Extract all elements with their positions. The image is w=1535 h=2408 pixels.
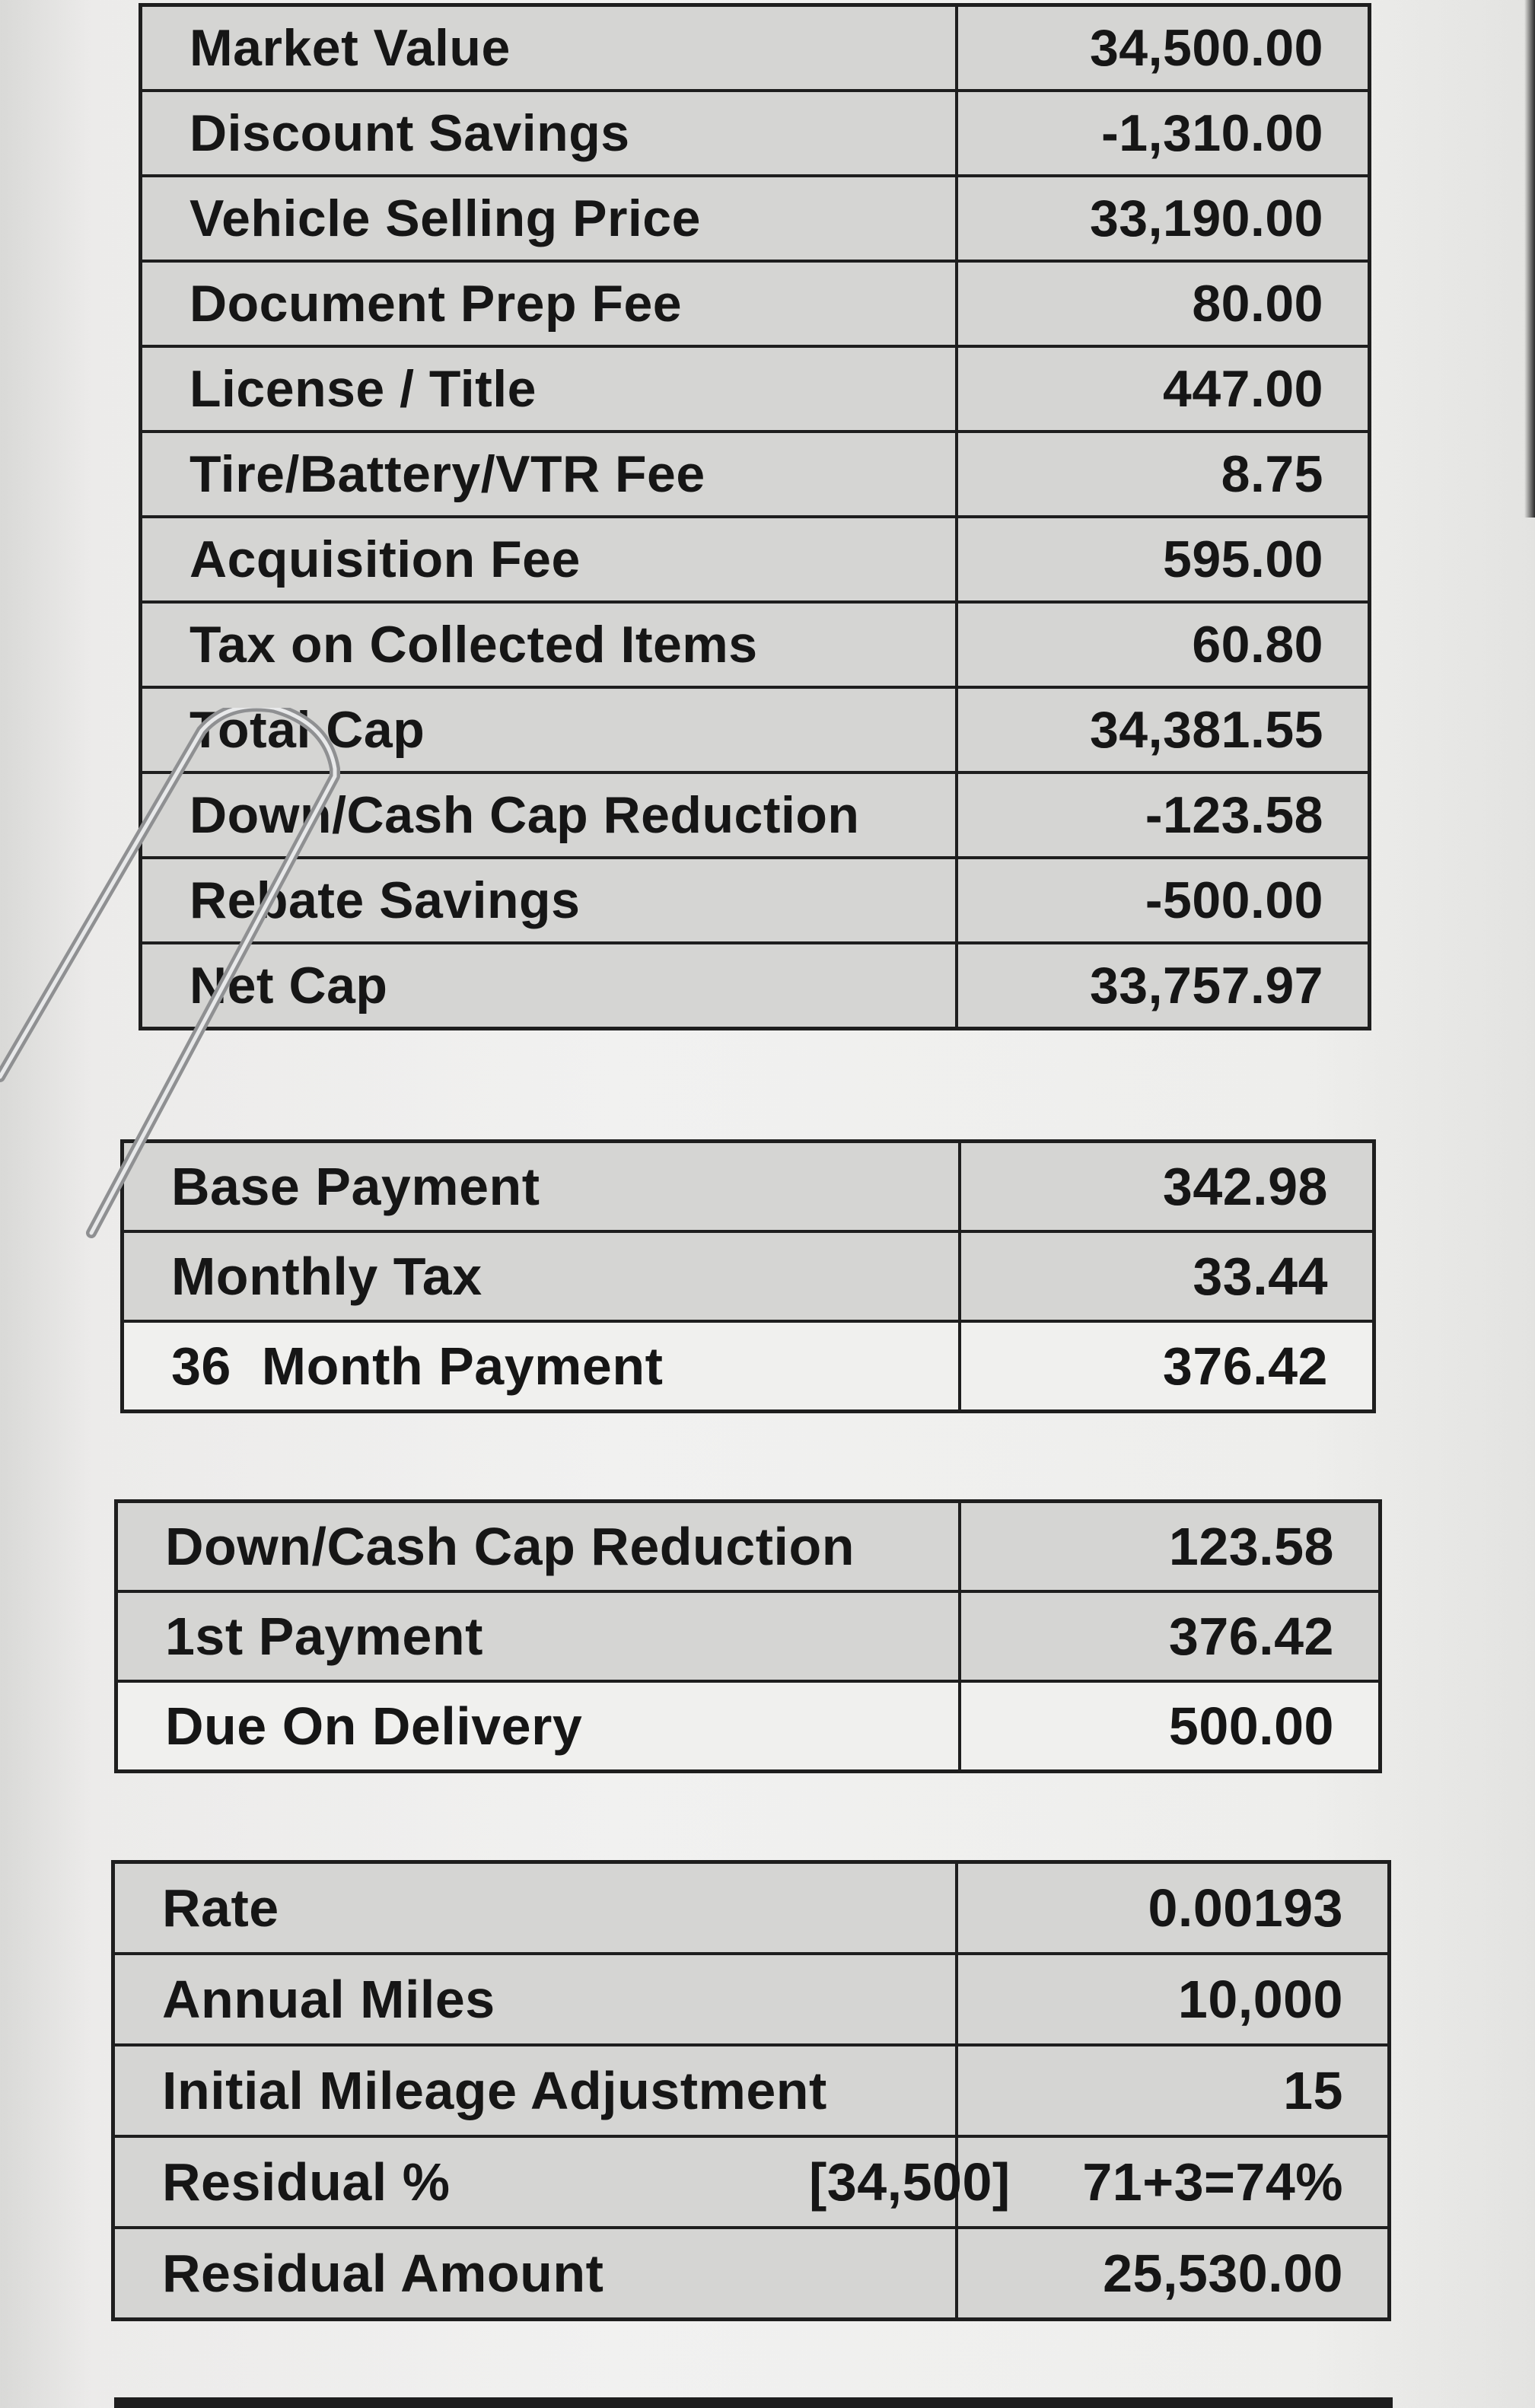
row-label: Down/Cash Cap Reduction — [116, 1502, 960, 1592]
row-value: 123.58 — [960, 1502, 1381, 1592]
row-value: 71+3=74% — [957, 2136, 1390, 2228]
table-row — [141, 432, 1370, 517]
next-table-edge — [114, 2397, 1393, 2408]
row-label: Total Cap — [141, 687, 957, 772]
row-label: Due On Delivery — [116, 1681, 960, 1772]
row-value: 0.00193 — [957, 1862, 1390, 1954]
residual-percent-cell — [113, 2136, 1011, 2228]
table-row — [116, 1502, 1381, 1592]
row-label: Residual % — [162, 2152, 451, 2212]
row-label: Monthly Tax — [123, 1231, 960, 1321]
row-value: 8.75 — [957, 432, 1370, 517]
row-value: 34,381.55 — [957, 687, 1370, 772]
row-value: 595.00 — [957, 517, 1370, 602]
adjacent-page-edge — [1524, 0, 1535, 518]
row-label: 1st Payment — [116, 1591, 960, 1681]
row-label: License / Title — [141, 346, 957, 432]
table-row — [113, 1954, 1390, 2045]
table-row — [141, 261, 1370, 346]
table-row — [113, 2045, 1390, 2136]
row-label: Annual Miles — [113, 1954, 957, 2045]
row-value: 447.00 — [957, 346, 1370, 432]
row-value: -1,310.00 — [957, 91, 1370, 176]
lease-terms-table — [111, 1860, 1391, 2321]
label-group — [162, 2152, 1011, 2212]
table-row — [141, 687, 1370, 772]
row-value: 25,530.00 — [957, 2228, 1390, 2320]
row-value: 342.98 — [960, 1142, 1374, 1232]
row-value: -500.00 — [957, 858, 1370, 943]
row-label: Base Payment — [123, 1142, 960, 1232]
residual-basis-ref: [34,500] — [809, 2152, 1011, 2212]
row-label: Residual Amount — [113, 2228, 957, 2320]
table-row — [123, 1231, 1374, 1321]
row-value: 33,757.97 — [957, 943, 1370, 1029]
row-value: 376.42 — [960, 1321, 1374, 1412]
row-label: Rate — [113, 1862, 957, 1954]
row-label: Tax on Collected Items — [141, 602, 957, 687]
row-value: 376.42 — [960, 1591, 1381, 1681]
table-row — [113, 1862, 1390, 1954]
row-value: 10,000 — [957, 1954, 1390, 2045]
table-row — [141, 346, 1370, 432]
row-label: Tire/Battery/VTR Fee — [141, 432, 957, 517]
table-row — [141, 943, 1370, 1029]
row-value: -123.58 — [957, 772, 1370, 858]
row-label: Vehicle Selling Price — [141, 176, 957, 261]
row-label: Initial Mileage Adjustment — [113, 2045, 957, 2136]
row-value: 34,500.00 — [957, 5, 1370, 91]
table-row — [141, 91, 1370, 176]
row-label: Discount Savings — [141, 91, 957, 176]
table-row — [113, 2136, 1390, 2228]
payment-table — [120, 1139, 1376, 1413]
row-label: Down/Cash Cap Reduction — [141, 772, 957, 858]
row-label: Net Cap — [141, 943, 957, 1029]
row-value: 33.44 — [960, 1231, 1374, 1321]
table-row — [116, 1681, 1381, 1772]
table-row — [141, 517, 1370, 602]
table-row — [113, 2228, 1390, 2320]
row-label: Market Value — [141, 5, 957, 91]
row-value: 33,190.00 — [957, 176, 1370, 261]
delivery-table — [114, 1499, 1382, 1773]
row-value: 80.00 — [957, 261, 1370, 346]
row-value: 60.80 — [957, 602, 1370, 687]
table-row — [141, 772, 1370, 858]
row-label: Rebate Savings — [141, 858, 957, 943]
row-label: Document Prep Fee — [141, 261, 957, 346]
table-row — [141, 5, 1370, 91]
table-row — [141, 176, 1370, 261]
table-row — [123, 1321, 1374, 1412]
row-label: 36 Month Payment — [123, 1321, 960, 1412]
table-row — [141, 602, 1370, 687]
row-value: 15 — [957, 2045, 1390, 2136]
cap-cost-table — [139, 3, 1371, 1030]
row-label: Acquisition Fee — [141, 517, 957, 602]
table-row — [141, 858, 1370, 943]
table-row — [116, 1591, 1381, 1681]
table-row — [123, 1142, 1374, 1232]
row-value: 500.00 — [960, 1681, 1381, 1772]
